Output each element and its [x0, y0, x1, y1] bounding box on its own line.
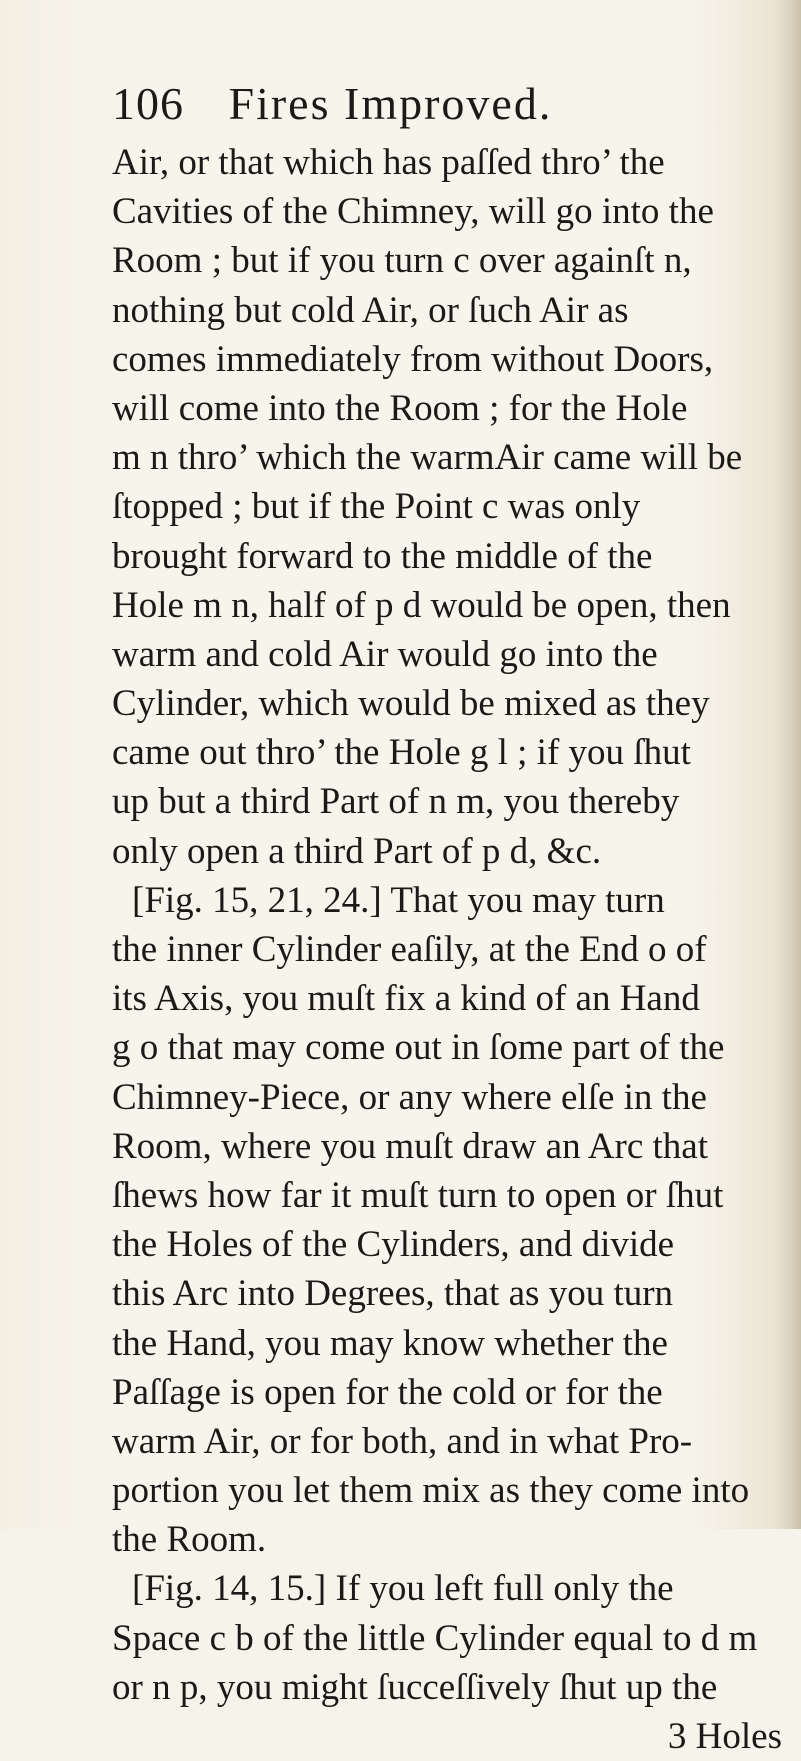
text-line: the inner Cylinder eaſily, at the End o of — [112, 929, 707, 970]
text-line: Paſſage is open for the cold or for the — [112, 1371, 663, 1413]
text-line: came out thro’ the Hole g l ; if you ſhut — [112, 732, 691, 774]
text-line: up but a third Part of n m, you thereby — [112, 781, 680, 823]
text-line: ſhews how far it muſt turn to open or ſhut — [112, 1174, 724, 1216]
running-head — [112, 76, 712, 132]
text-line: brought forward to the middle of the — [112, 535, 653, 577]
body-text — [112, 138, 792, 1761]
text-line: Space c b of the little Cylinder equal to d m — [112, 1617, 758, 1659]
text-line: Chimney-Piece, or any where elſe in the — [112, 1076, 707, 1118]
page-number: 106 — [112, 78, 184, 129]
text-line: nothing but cold Air, or ſuch Air as — [112, 289, 629, 331]
catchword: 3 Holes — [667, 1716, 782, 1757]
text-line: g o that may come out in ſome part of the — [112, 1027, 725, 1069]
text-line: comes immediately from without Doors, — [112, 338, 714, 380]
text-line: the Holes of the Cylinders, and divide — [112, 1224, 675, 1266]
text-line: Room ; but if you turn c over againſt n, — [112, 240, 692, 282]
text-line: portion you let them mix as they come into — [112, 1470, 750, 1512]
paragraph-start-line: [Fig. 14, 15.] If you left full only the — [132, 1568, 674, 1610]
text-line: Air, or that which has paſſed thro’ the — [112, 142, 665, 183]
text-line: ſtopped ; but if the Point c was only — [112, 486, 641, 528]
text-line: the Hand, you may know whether the — [112, 1322, 668, 1364]
text-line: Hole m n, half of p d would be open, then — [112, 584, 731, 626]
text-line: the Room. — [112, 1519, 267, 1561]
text-line: this Arc into Degrees, that as you turn — [112, 1273, 674, 1315]
paragraph-start-line: [Fig. 15, 21, 24.] That you may turn — [132, 879, 665, 921]
text-line: Room, where you muſt draw an Arc that — [112, 1125, 708, 1167]
text-line: warm and cold Air would go into the — [112, 633, 658, 675]
text-line: will come into the Room ; for the Hole — [112, 387, 688, 429]
text-line: only open a third Part of p d, &c. — [112, 830, 602, 872]
text-line: Cavities of the Chimney, will go into the — [112, 191, 714, 233]
running-title: Fires Improved. — [228, 78, 553, 129]
text-line: Cylinder, which would be mixed as they — [112, 683, 710, 725]
text-line: warm Air, or for both, and in what Pro- — [112, 1420, 693, 1462]
text-line: its Axis, you muſt fix a kind of an Hand — [112, 978, 700, 1020]
text-line: m n thro’ which the warmAir came will be — [112, 437, 743, 479]
text-line: or n p, you might ſucceſſively ſhut up the — [112, 1666, 718, 1708]
